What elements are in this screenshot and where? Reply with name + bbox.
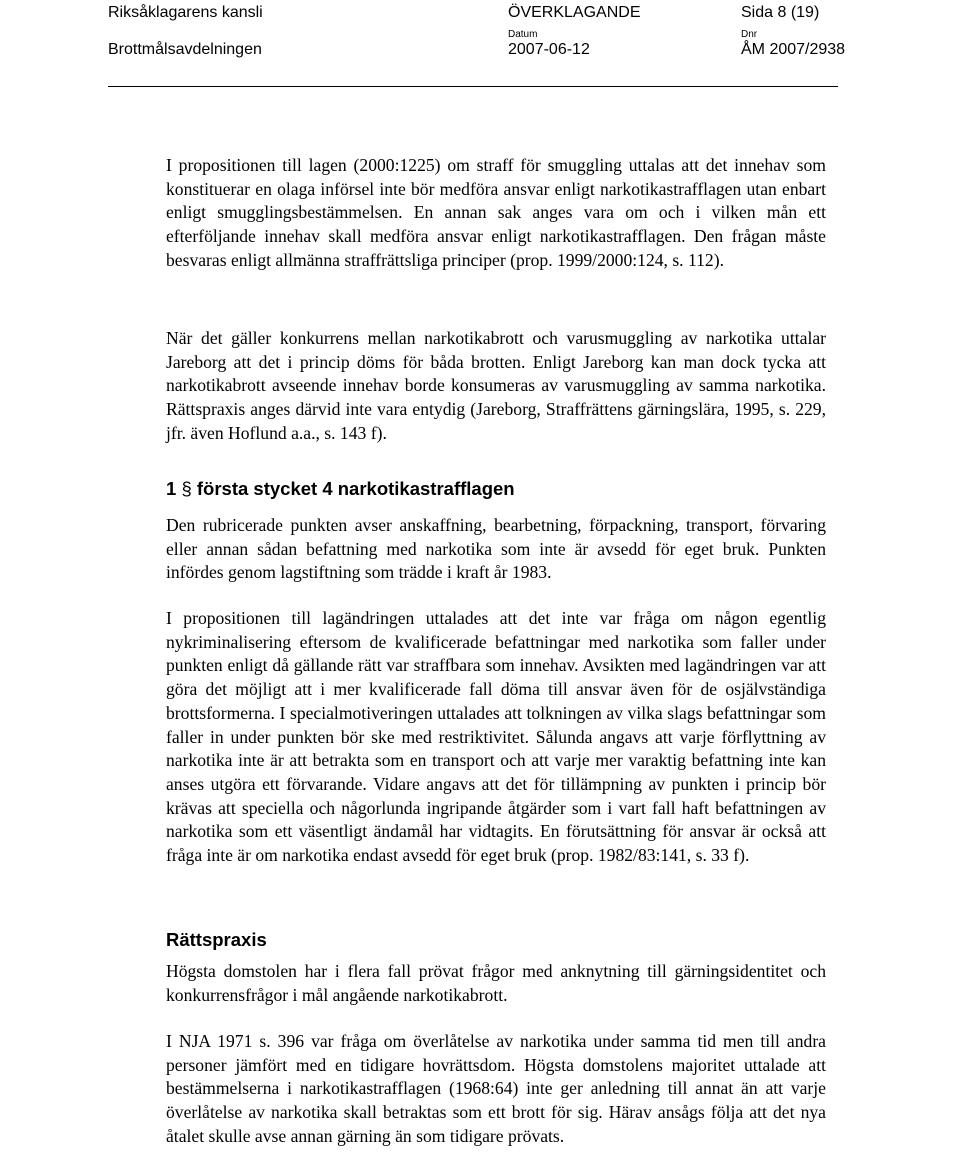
- section-sign-icon: §: [181, 478, 192, 499]
- section-heading-paragraph-1: [166, 478, 515, 500]
- department-name: Brottmålsavdelningen: [108, 41, 262, 58]
- paragraph-smuggling-proposition: I propositionen till lagen (2000:1225) om straff för smuggling uttalas att det innehav som konstituerar en olaga införsel inte bör medföra ansvar enligt narkotikastrafflagen utan enbart enligt smugglingsbestämmelsen. En annan sak anges vara om och i vilken mån ett efterföljande innehav skall medföra ansvar enligt narkotikastrafflagen. Den frågan måste besvaras enligt allmänna straffrättsliga principer (prop. 1999/2000:124, s. 112).: [166, 155, 826, 270]
- paragraph-rubricerade-punkten: Den rubricerade punkten avser anskaffning, bearbetning, förpackning, transport, förvaring eller annan sådan befattning med narkotika som inte är avsedd för eget bruk. Punkten infördes genom lagstiftning som trädde i kraft år 1983.: [166, 515, 826, 583]
- date-value: 2007-06-12: [508, 41, 590, 58]
- date-label: Datum: [508, 29, 538, 40]
- paragraph-lagandringen: I propositionen till lagändringen uttalades att det inte var fråga om någon egentlig nykriminalisering eftersom de kvalificerade befattningar med narkotika som faller under punkten enligt då gällande rätt var straffbara som innehav. Avsikten med lagändringen var att göra det möjligt att i mer kvalificerade fall döma till ansvar även för de osjälvständiga brottsformerna. I specialmotiveringen uttalades att tolkningen av vilka slags befattningar som faller in under punkten bör ske med restriktivitet. Sålunda angavs att varje förflyttning av narkotika inte är att betrakta som en transport och att varje mer varaktig befattning inte kan anses utgöra ett förvarande. Vidare angavs att det för tillämpning av punkten i princip bör krävas att speciella och någorlunda ingripande åtgärder som i vart fall haft befattningen av narkotika som ett väsentligt ändamål har vidtagits. En förutsättning för ansvar är också att fråga inte är om narkotika endast avsedd för eget bruk (prop. 1982/83:141, s. 33 f).: [166, 608, 826, 866]
- dnr-label: Dnr: [741, 29, 758, 40]
- header-divider: [108, 86, 838, 87]
- heading-text: första stycket 4 narkotikastrafflagen: [196, 478, 515, 499]
- paragraph-konkurrens: När det gäller konkurrens mellan narkotikabrott och varusmuggling av narkotika uttalar Jareborg att det i princip döms för båda brotten. Enligt Jareborg kan man dock tycka att narkotikabrott avseende innehav borde konsumeras av varusmuggling av samma narkotika. Rättspraxis anges därvid inte vara entydig (Jareborg, Straffrättens gärningslära, 1995, s. 229, jfr. även Hoflund a.a., s. 143 f).: [166, 328, 826, 443]
- page-number: Sida 8 (19): [741, 4, 820, 21]
- document-type: ÖVERKLAGANDE: [508, 4, 641, 21]
- organization-name: Riksåklagarens kansli: [108, 4, 263, 21]
- section-heading-rattspraxis: Rättspraxis: [166, 929, 267, 950]
- heading-number: 1: [166, 478, 177, 499]
- paragraph-nja-1971: I NJA 1971 s. 396 var fråga om överlåtelse av narkotika under samma tid men till andra personer jämfört med en tidigare hovrättsdom. Högsta domstolens majoritet uttalade att bestämmelserna i narkotikastrafflagen (1968:64) inte ger anledning till annat än att varje överlåtelse av narkotika skall betraktas som ett brott för sig. Härav ansågs följa att det nya åtalet skulle avse annan gärning än som tidigare prövats.: [166, 1031, 826, 1146]
- paragraph-hogsta-domstolen: Högsta domstolen har i flera fall prövat frågor med anknytning till gärningsidentitet och konkurrensfrågor i mål angående narkotikabrott.: [166, 961, 826, 1005]
- dnr-value: ÅM 2007/2938: [741, 41, 846, 58]
